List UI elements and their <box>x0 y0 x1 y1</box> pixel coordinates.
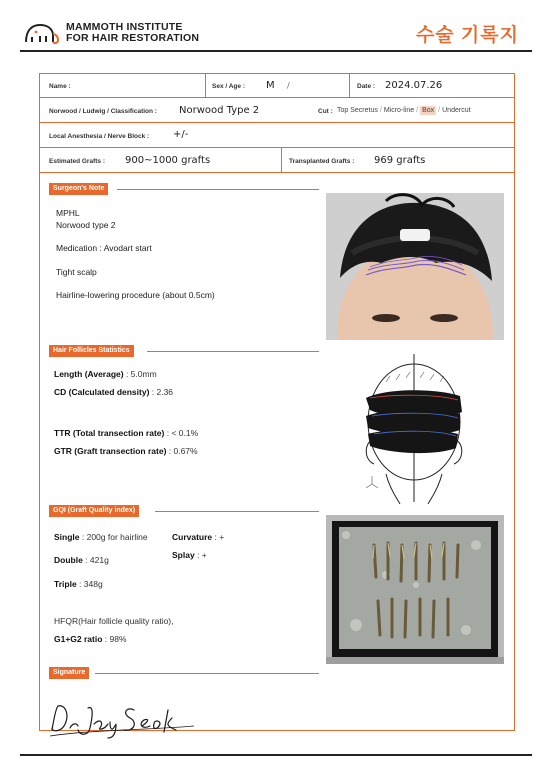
date-value: 2024.07.26 <box>385 80 443 91</box>
single-label: Single <box>54 532 80 542</box>
double-value: : 421g <box>82 555 109 565</box>
row-name-sex-date <box>39 73 515 98</box>
org-line-2: FOR HAIR RESTORATION <box>66 32 200 44</box>
row-classification-cut <box>39 98 515 123</box>
cut-label: Cut : <box>318 108 333 115</box>
patient-hairline-photo <box>326 193 504 340</box>
signature-header <box>49 667 319 679</box>
double-stat <box>54 555 109 565</box>
cut-option: Box <box>422 107 435 114</box>
page-title: 수술 기록지 <box>415 25 519 46</box>
note-line: Tight scalp <box>56 267 97 277</box>
graft-microscope-photo <box>326 515 504 664</box>
estimated-grafts-label: Estimated Grafts : <box>49 158 105 165</box>
curvature-value: : + <box>212 532 225 542</box>
note-line: MPHL <box>56 208 80 218</box>
follicle-stats-header <box>49 345 319 357</box>
age-separator: / <box>287 81 290 90</box>
ttr-stat <box>54 428 198 438</box>
single-value: : 200g for hairline <box>79 532 148 542</box>
classification-label: Norwood / Ludwig / Classification : <box>49 108 157 115</box>
cut-options <box>337 107 471 114</box>
divider <box>349 73 350 98</box>
mammoth-logo-icon <box>22 20 62 46</box>
note-line: Norwood type 2 <box>56 220 116 230</box>
g1g2-label: G1+G2 ratio <box>54 634 103 644</box>
cd-stat <box>54 387 173 397</box>
top-divider <box>20 50 532 52</box>
section-rule <box>117 189 319 190</box>
anesthesia-value: +/- <box>173 129 189 140</box>
classification-value: Norwood Type 2 <box>179 105 260 116</box>
note-line: Medication : Avodart start <box>56 243 152 253</box>
row-grafts <box>39 148 515 173</box>
surgeons-note-title: Surgeon's Note <box>49 183 108 195</box>
head-diagram <box>356 352 476 504</box>
section-rule <box>147 351 319 352</box>
double-label: Double <box>54 555 83 565</box>
divider <box>281 148 282 173</box>
splay-value: : + <box>194 550 207 560</box>
cd-label: CD (Calculated density) <box>54 387 150 397</box>
sex-age-label: Sex / Age : <box>212 83 245 90</box>
section-rule <box>95 673 319 674</box>
cut-option-separator: / <box>438 107 441 114</box>
cut-option-separator: / <box>379 107 382 114</box>
curvature-label: Curvature <box>172 532 213 542</box>
hfqr-line: HFQR(Hair follicle quality ratio), <box>54 616 174 626</box>
cut-option: Undercut <box>442 107 471 114</box>
transplanted-grafts-value: 969 grafts <box>374 155 426 166</box>
date-label: Date : <box>357 83 376 90</box>
cut-option: Top Secretus <box>337 107 378 114</box>
length-label: Length (Average) <box>54 369 124 379</box>
sex-value: M <box>266 80 275 91</box>
surgeons-note-header <box>49 183 319 195</box>
g1g2-value: : 98% <box>102 634 127 644</box>
header <box>0 0 553 52</box>
length-stat <box>54 369 157 379</box>
triple-label: Triple <box>54 579 77 589</box>
name-label: Name : <box>49 83 71 90</box>
cut-option-separator: / <box>416 107 419 114</box>
ttr-label: TTR (Total transection rate) <box>54 428 165 438</box>
estimated-grafts-value: 900~1000 grafts <box>125 155 211 166</box>
single-stat <box>54 532 148 542</box>
anesthesia-label: Local Anesthesia / Nerve Block : <box>49 133 150 140</box>
gqi-title: GQI (Graft Quality index) <box>49 505 139 517</box>
gtr-label: GTR (Graft transection rate) <box>54 446 167 456</box>
triple-value: : 348g <box>76 579 103 589</box>
signature-title: Signature <box>49 667 89 679</box>
g1g2-stat <box>54 634 127 644</box>
note-line: Hairline-lowering procedure (about 0.5cm) <box>56 290 215 300</box>
cd-value: : 2.36 <box>149 387 174 397</box>
follicle-stats-title: Hair Follicles Statistics <box>49 345 134 357</box>
row-anesthesia <box>39 123 515 148</box>
splay-stat <box>172 550 207 560</box>
doctor-signature <box>48 700 198 740</box>
splay-label: Splay <box>172 550 195 560</box>
bottom-divider <box>20 754 532 756</box>
curvature-stat <box>172 532 224 542</box>
section-rule <box>155 511 319 512</box>
ttr-value: : < 0.1% <box>164 428 199 438</box>
length-value: : 5.0mm <box>123 369 157 379</box>
org-name <box>66 22 199 44</box>
gtr-stat <box>54 446 198 456</box>
gtr-value: : 0.67% <box>166 446 198 456</box>
org-line-1: MAMMOTH INSTITUTE <box>66 21 183 33</box>
gqi-header <box>49 505 319 517</box>
cut-option: Micro-line <box>383 107 415 114</box>
divider <box>205 73 206 98</box>
transplanted-grafts-label: Transplanted Grafts : <box>289 158 355 165</box>
triple-stat <box>54 579 103 589</box>
